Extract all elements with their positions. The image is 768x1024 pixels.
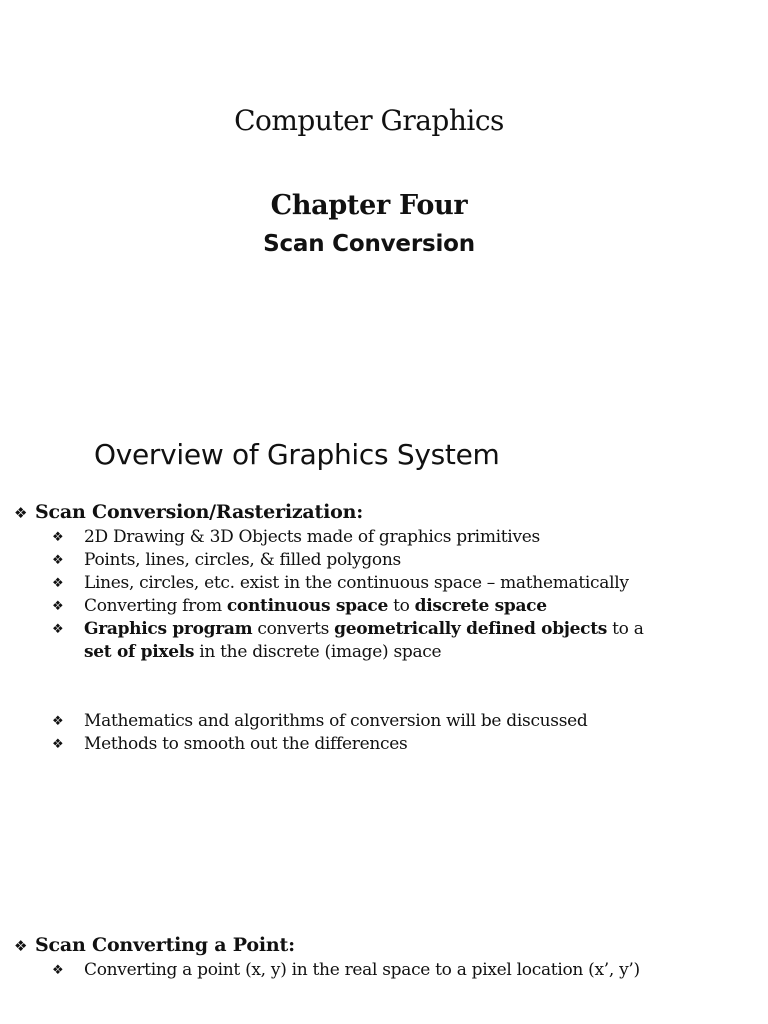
diamond-bullet-icon: ❖ <box>14 504 28 522</box>
diamond-bullet-icon: ❖ <box>52 530 64 545</box>
list-item <box>52 618 752 664</box>
list-item-text: Converting a point (x, y) in the real space to a pixel location (x’, y’) <box>84 960 640 980</box>
diamond-bullet-icon: ❖ <box>52 737 64 752</box>
diamond-bullet-icon: ❖ <box>52 576 64 591</box>
chapter-title: Chapter Four <box>270 190 468 221</box>
list-item-text: Points, lines, circles, & filled polygons <box>84 550 401 570</box>
emphasis-text: Graphics program <box>84 619 253 639</box>
diamond-bullet-icon: ❖ <box>52 714 64 729</box>
emphasis-text: geometrically defined objects <box>334 619 608 639</box>
list-item <box>52 733 752 756</box>
bullet-heading-scan-converting-point <box>14 933 295 958</box>
emphasis-text: continuous space <box>226 596 388 616</box>
list-item-text: Methods to smooth out the differences <box>84 734 408 754</box>
diamond-bullet-icon: ❖ <box>14 937 28 955</box>
bullet-heading-scan-conversion <box>14 500 363 525</box>
list-item-text: converts <box>252 619 335 639</box>
section-heading: Overview of Graphics System <box>94 438 500 471</box>
list-item <box>52 710 752 733</box>
diamond-bullet-icon: ❖ <box>52 963 64 978</box>
list-item-text: 2D Drawing & 3D Objects made of graphics primitives <box>84 527 540 547</box>
list-item-text: to <box>387 596 415 616</box>
list-item-continuation <box>52 641 752 664</box>
diamond-bullet-icon: ❖ <box>52 599 64 614</box>
list-item <box>52 595 752 618</box>
list-item <box>52 549 752 572</box>
bullet-heading-text: Scan Conversion/Rasterization: <box>35 501 364 523</box>
chapter-subtitle: Scan Conversion <box>263 231 475 257</box>
list-item <box>52 572 752 595</box>
course-title: Computer Graphics <box>234 104 504 137</box>
diamond-bullet-icon: ❖ <box>52 553 64 568</box>
bullet-heading-text: Scan Converting a Point: <box>35 934 295 956</box>
emphasis-text: set of pixels <box>84 642 195 662</box>
list-item-text: Converting from <box>84 596 227 616</box>
emphasis-text: discrete space <box>414 596 547 616</box>
list-item-text: Mathematics and algorithms of conversion will be discussed <box>84 711 588 731</box>
list-item <box>52 526 752 549</box>
list-item-text: to a <box>607 619 644 639</box>
list-item-text: Lines, circles, etc. exist in the continuous space – mathematically <box>84 573 629 593</box>
diamond-bullet-icon: ❖ <box>52 622 64 637</box>
list-item-text: in the discrete (image) space <box>194 642 442 662</box>
list-item <box>52 959 752 982</box>
